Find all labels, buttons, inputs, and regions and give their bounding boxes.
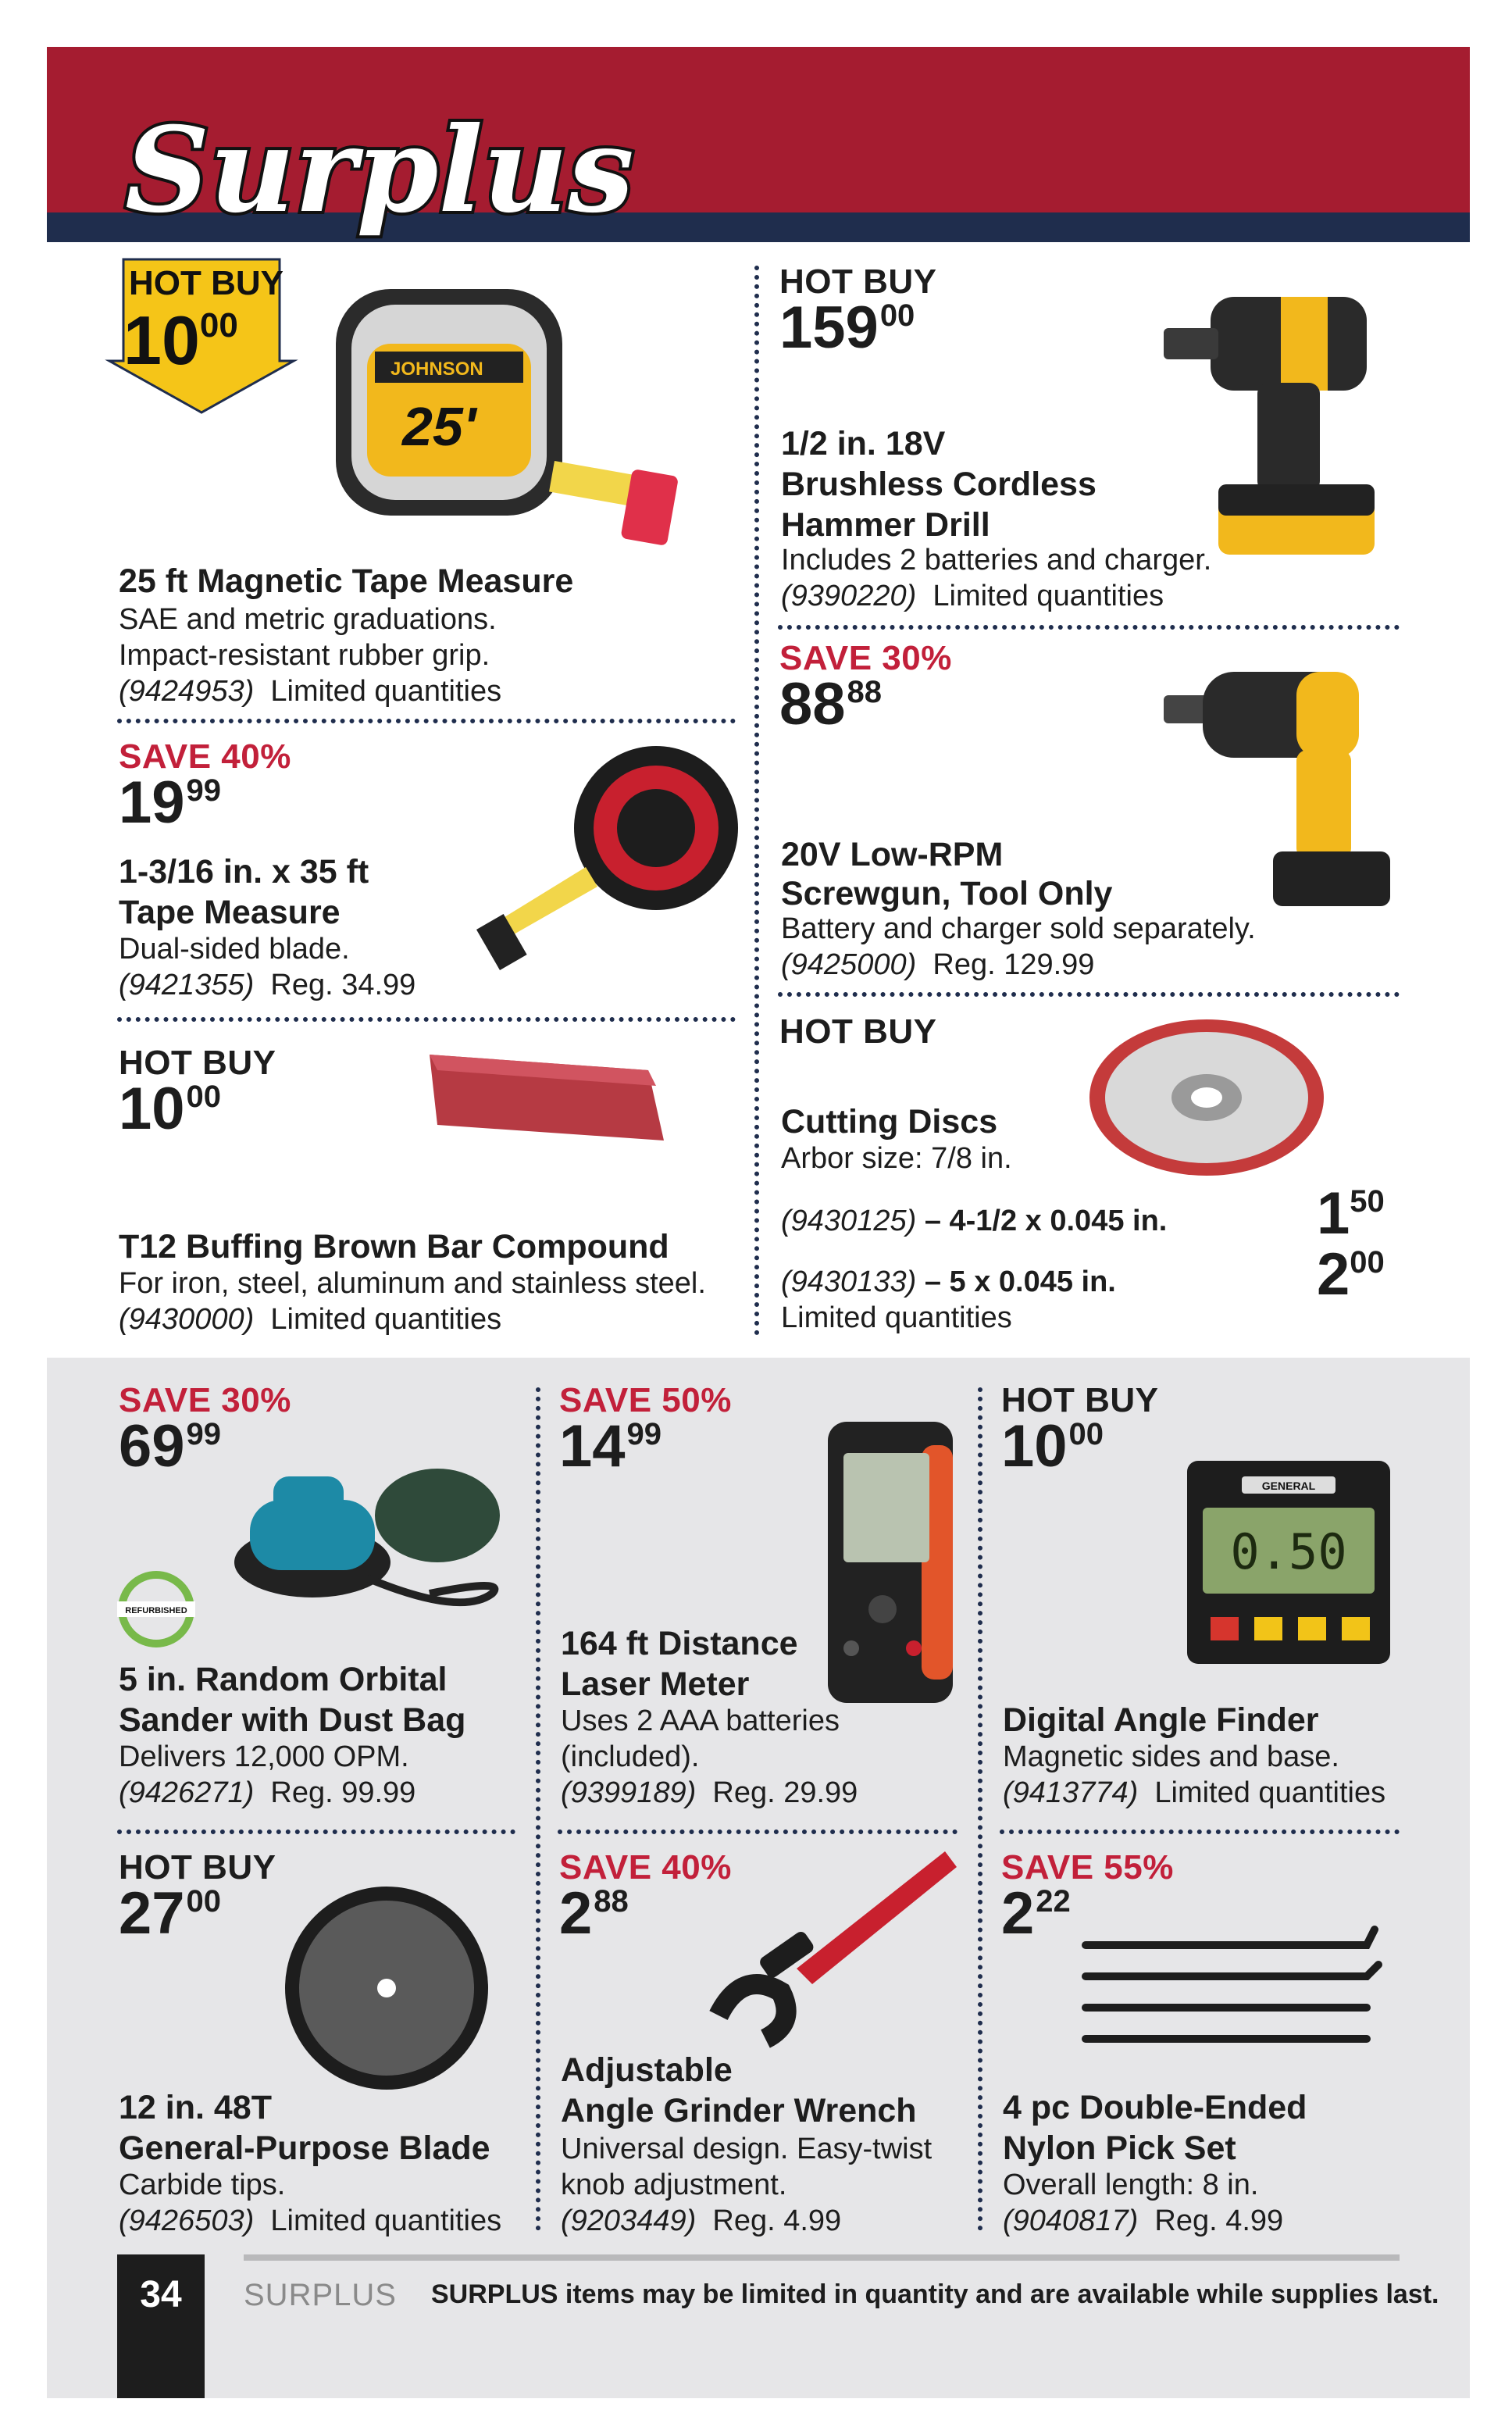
price-dollars: 19 bbox=[119, 769, 185, 836]
desc-laser-1: Uses 2 AAA batteries bbox=[561, 1705, 840, 1737]
desc-discs-1: Arbor size: 7/8 in. bbox=[781, 1142, 1012, 1175]
sku-drill bbox=[781, 578, 1164, 614]
badge-tape35: SAVE 40% bbox=[119, 737, 291, 776]
screwgun-image bbox=[1164, 648, 1406, 914]
price-dollars: 10 bbox=[119, 1076, 185, 1142]
sku-number: (9430133) bbox=[781, 1265, 917, 1298]
page-number: 34 bbox=[140, 2274, 182, 2315]
sku-number: (9421355) bbox=[119, 969, 255, 1001]
title-laser-1: 164 ft Distance bbox=[561, 1625, 798, 1662]
sku-sander bbox=[119, 1775, 415, 1811]
sku-number: (9426271) bbox=[119, 1776, 255, 1809]
sku-note: Reg. 4.99 bbox=[712, 2204, 842, 2237]
sku-note: Limited quantities bbox=[933, 580, 1164, 612]
divider-lower-1 bbox=[117, 1829, 515, 1834]
price-cents: 88 bbox=[594, 1884, 629, 1919]
hot-buy-label: HOT BUY bbox=[129, 264, 284, 302]
desc-angle-1: Magnetic sides and base. bbox=[1003, 1740, 1339, 1773]
price-screwgun bbox=[779, 671, 883, 737]
badge-angle: HOT BUY bbox=[1001, 1381, 1159, 1419]
price-cents: 00 bbox=[186, 1080, 222, 1114]
price-cents: 00 bbox=[1350, 1245, 1385, 1280]
desc-drill-1: Includes 2 batteries and charger. bbox=[781, 544, 1212, 577]
disc-size: – 4-1/2 x 0.045 in. bbox=[924, 1205, 1168, 1237]
badge-drill: HOT BUY bbox=[779, 262, 937, 301]
sku-number: (9413774) bbox=[1003, 1776, 1139, 1809]
angle-display: 0.50 bbox=[1230, 1523, 1347, 1580]
badge-discs: HOT BUY bbox=[779, 1012, 937, 1051]
sku-laser bbox=[561, 1775, 858, 1811]
sku-screwgun bbox=[781, 947, 1094, 983]
title-sander-1: 5 in. Random Orbital bbox=[119, 1661, 448, 1698]
vertical-divider-lower-1 bbox=[536, 1387, 540, 2231]
price-dollars: 2 bbox=[1001, 1880, 1035, 1947]
price-dollars: 2 bbox=[1317, 1241, 1350, 1308]
sku-note: Limited quantities bbox=[270, 2204, 502, 2237]
title-picks-2: Nylon Pick Set bbox=[1003, 2129, 1236, 2167]
vertical-divider-lower-2 bbox=[978, 1387, 982, 2231]
cutting-disc-image bbox=[1086, 1016, 1328, 1180]
tape-measure-35ft-image bbox=[469, 734, 742, 992]
saw-blade-image bbox=[281, 1883, 492, 2094]
price-cents: 50 bbox=[1350, 1184, 1385, 1219]
desc-wrench-2: knob adjustment. bbox=[561, 2169, 787, 2201]
tape-brand-text: JOHNSON bbox=[390, 359, 483, 380]
desc-sander-1: Delivers 12,000 OPM. bbox=[119, 1740, 409, 1773]
badge-wrench: SAVE 40% bbox=[559, 1848, 732, 1887]
price-sander bbox=[119, 1413, 222, 1480]
tape-measure-25ft-image bbox=[320, 273, 695, 570]
sku-tape35 bbox=[119, 967, 415, 1003]
orbital-sander-image bbox=[226, 1445, 523, 1633]
note-discs: Limited quantities bbox=[781, 1301, 1012, 1334]
title-tape25: 25 ft Magnetic Tape Measure bbox=[119, 562, 574, 600]
sku-note: Reg. 29.99 bbox=[712, 1776, 858, 1809]
grinder-wrench-image bbox=[695, 1844, 961, 2062]
sku-angle bbox=[1003, 1775, 1385, 1811]
price-dollars: 27 bbox=[119, 1880, 185, 1947]
title-drill-1: 1/2 in. 18V bbox=[781, 425, 946, 462]
price-buffing bbox=[119, 1076, 222, 1142]
title-blade-2: General-Purpose Blade bbox=[119, 2129, 490, 2167]
sku-number: (9203449) bbox=[561, 2204, 697, 2237]
price-picks bbox=[1001, 1880, 1071, 1947]
sku-number: (9424953) bbox=[119, 675, 255, 708]
price-discs-2 bbox=[1317, 1241, 1385, 1308]
price-cents: 00 bbox=[879, 298, 915, 333]
section-label: SURPLUS bbox=[244, 2278, 397, 2312]
price-cents: 00 bbox=[1068, 1417, 1104, 1451]
buffing-bar-image bbox=[414, 1047, 672, 1156]
title-wrench-1: Adjustable bbox=[561, 2051, 733, 2089]
badge-screwgun: SAVE 30% bbox=[779, 639, 952, 677]
sku-note: Limited quantities bbox=[270, 1303, 502, 1336]
price-cents: 88 bbox=[847, 675, 883, 709]
price-cents: 99 bbox=[186, 1417, 222, 1451]
title-wrench-2: Angle Grinder Wrench bbox=[561, 2092, 917, 2129]
sku-number: (9425000) bbox=[781, 948, 917, 981]
sku-note: Limited quantities bbox=[1154, 1776, 1386, 1809]
sku-picks bbox=[1003, 2203, 1283, 2239]
price-dollars: 159 bbox=[779, 295, 879, 361]
price-cents: 00 bbox=[186, 1884, 222, 1919]
title-discs: Cutting Discs bbox=[781, 1103, 998, 1141]
price-dollars: 2 bbox=[559, 1880, 593, 1947]
angle-brand: GENERAL bbox=[1261, 1480, 1316, 1492]
badge-sander: SAVE 30% bbox=[119, 1381, 291, 1419]
badge-laser: SAVE 50% bbox=[559, 1381, 732, 1419]
title-blade-1: 12 in. 48T bbox=[119, 2089, 272, 2126]
desc-laser-2: (included). bbox=[561, 1740, 700, 1773]
desc-wrench-1: Universal design. Easy-twist bbox=[561, 2133, 933, 2165]
price-discs-1 bbox=[1317, 1180, 1385, 1247]
sku-discs-2 bbox=[781, 1264, 1116, 1300]
title-drill-3: Hammer Drill bbox=[781, 506, 990, 544]
sku-discs-1 bbox=[781, 1203, 1167, 1239]
price-dollars: 10 bbox=[1001, 1413, 1068, 1480]
sku-note: Reg. 4.99 bbox=[1154, 2204, 1284, 2237]
desc-tape25-2: Impact-resistant rubber grip. bbox=[119, 639, 490, 672]
laser-meter-image bbox=[820, 1422, 961, 1703]
title-picks-1: 4 pc Double-Ended bbox=[1003, 2089, 1307, 2126]
divider-right-2 bbox=[778, 992, 1400, 997]
sku-buffing bbox=[119, 1301, 501, 1337]
footer-disclaimer: SURPLUS items may be limited in quantity and are available while supplies last. bbox=[431, 2279, 1439, 2309]
pick-set-image bbox=[1070, 1922, 1382, 2054]
price-tape35 bbox=[119, 769, 222, 836]
footer-rule bbox=[244, 2254, 1400, 2261]
title-laser-2: Laser Meter bbox=[561, 1665, 750, 1703]
title-sander-2: Sander with Dust Bag bbox=[119, 1701, 466, 1739]
hammer-drill-image bbox=[1164, 266, 1406, 570]
price-blade bbox=[119, 1880, 222, 1947]
price-cents: 99 bbox=[626, 1417, 662, 1451]
desc-tape25-1: SAE and metric graduations. bbox=[119, 603, 497, 636]
price-drill bbox=[779, 295, 915, 361]
sku-number: (9426503) bbox=[119, 2204, 255, 2237]
sku-number: (9040817) bbox=[1003, 2204, 1139, 2237]
divider-left-1 bbox=[117, 719, 736, 723]
price-dollars: 69 bbox=[119, 1413, 185, 1480]
refurbished-icon bbox=[117, 1570, 195, 1648]
desc-picks-1: Overall length: 8 in. bbox=[1003, 2169, 1259, 2201]
sku-tape25 bbox=[119, 673, 501, 709]
title-drill-2: Brushless Cordless bbox=[781, 466, 1097, 503]
title-tape35-1: 1-3/16 in. x 35 ft bbox=[119, 853, 369, 891]
badge-picks: SAVE 55% bbox=[1001, 1848, 1174, 1887]
sku-number: (9430000) bbox=[119, 1303, 255, 1336]
sku-number: (9399189) bbox=[561, 1776, 697, 1809]
tape-size-text: 25' bbox=[402, 396, 476, 457]
sku-blade bbox=[119, 2203, 501, 2239]
logo-text: Surplus bbox=[125, 102, 634, 239]
badge-buffing: HOT BUY bbox=[119, 1044, 276, 1082]
sku-wrench bbox=[561, 2203, 841, 2239]
sku-number: (9430125) bbox=[781, 1205, 917, 1237]
sku-note: Reg. 129.99 bbox=[933, 948, 1095, 981]
price-wrench bbox=[559, 1880, 629, 1947]
vertical-divider-top bbox=[754, 266, 759, 1336]
title-screwgun-2: Screwgun, Tool Only bbox=[781, 875, 1113, 912]
price-cents: 00 bbox=[199, 306, 238, 344]
sku-note: Reg. 34.99 bbox=[270, 969, 416, 1001]
disc-size: – 5 x 0.045 in. bbox=[924, 1265, 1116, 1298]
title-buffing: T12 Buffing Brown Bar Compound bbox=[119, 1228, 669, 1265]
price-cents: 99 bbox=[186, 773, 222, 808]
refurbished-label: REFURBISHED bbox=[125, 1606, 187, 1615]
price-dollars: 14 bbox=[559, 1413, 626, 1480]
title-angle: Digital Angle Finder bbox=[1003, 1701, 1319, 1739]
sku-number: (9390220) bbox=[781, 580, 917, 612]
divider-lower-2 bbox=[558, 1829, 957, 1834]
title-tape35-2: Tape Measure bbox=[119, 894, 341, 931]
price-angle bbox=[1001, 1413, 1104, 1480]
surplus-logo bbox=[117, 102, 634, 242]
price-cents: 22 bbox=[1036, 1884, 1071, 1919]
price-dollars: 1 bbox=[1317, 1180, 1350, 1247]
price-laser bbox=[559, 1413, 662, 1480]
sku-note: Limited quantities bbox=[270, 675, 502, 708]
desc-screwgun-1: Battery and charger sold separately. bbox=[781, 912, 1256, 945]
badge-blade: HOT BUY bbox=[119, 1848, 276, 1887]
angle-finder-image bbox=[1187, 1461, 1398, 1672]
desc-tape35-1: Dual-sided blade. bbox=[119, 933, 350, 966]
price-dollars: 10 bbox=[123, 302, 200, 379]
sku-note: Reg. 99.99 bbox=[270, 1776, 416, 1809]
desc-blade-1: Carbide tips. bbox=[119, 2169, 286, 2201]
title-screwgun-1: 20V Low-RPM bbox=[781, 836, 1004, 873]
divider-left-2 bbox=[117, 1017, 736, 1022]
desc-buffing-1: For iron, steel, aluminum and stainless steel. bbox=[119, 1267, 706, 1300]
price-dollars: 88 bbox=[779, 671, 846, 737]
divider-lower-3 bbox=[1000, 1829, 1400, 1834]
price-tape25 bbox=[123, 302, 238, 379]
divider-right-1 bbox=[778, 625, 1400, 630]
